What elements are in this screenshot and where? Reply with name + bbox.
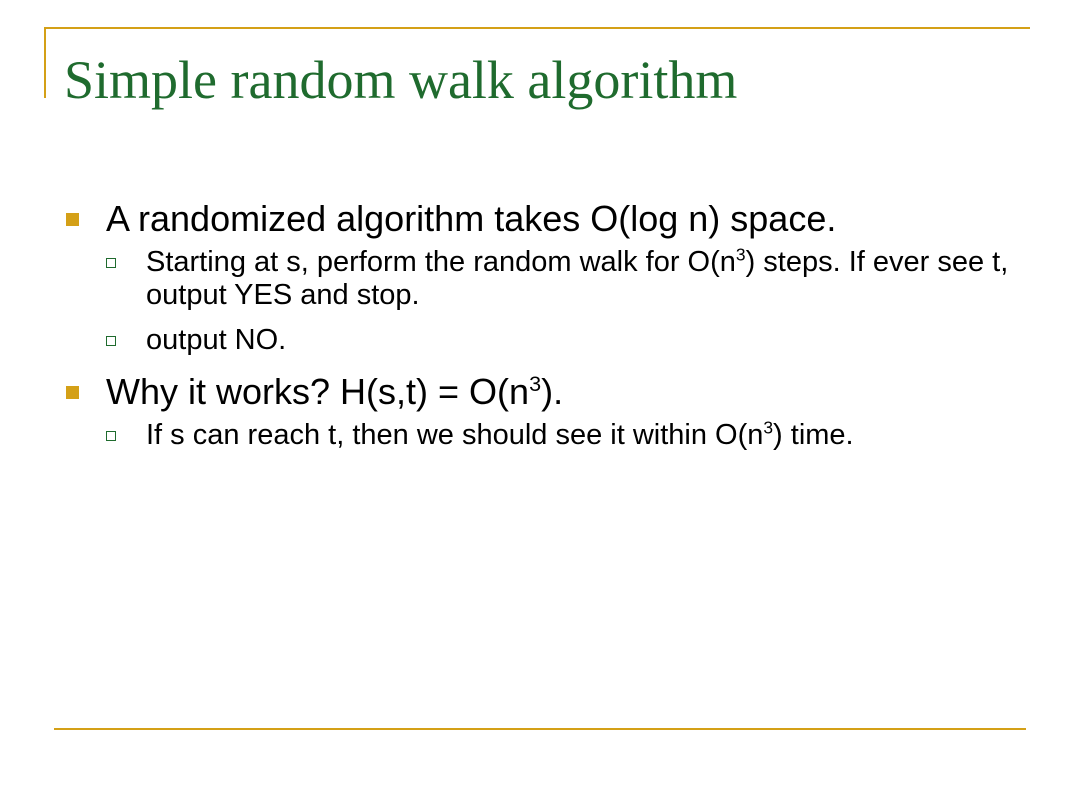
sub-bullet-list xyxy=(106,419,1034,452)
bullet-item-randomized-algorithm xyxy=(64,196,1034,357)
square-bullet-icon xyxy=(66,213,79,226)
sub-bullet-text-end: ) time. xyxy=(773,419,854,451)
left-border-line xyxy=(44,27,46,98)
bullet-item-why-it-works xyxy=(64,369,1034,452)
sub-bullet-list xyxy=(106,246,1034,357)
bullet-text: A randomized algorithm takes O(log n) space. xyxy=(106,198,837,239)
superscript: 3 xyxy=(763,417,774,438)
sub-bullet-item-reachability xyxy=(106,419,1034,452)
hollow-square-bullet-icon xyxy=(106,431,116,441)
sub-bullet-item-output-no xyxy=(106,324,1034,357)
hollow-square-bullet-icon xyxy=(106,258,116,268)
bullet-text-end: ). xyxy=(541,371,564,412)
sub-bullet-text-end: ) steps. If ever see t, output YES and stop. xyxy=(146,246,1009,311)
bullet-text: Why it works? H(s,t) = O(n xyxy=(106,371,530,412)
bullet-list xyxy=(64,196,1034,464)
hollow-square-bullet-icon xyxy=(106,336,116,346)
superscript: 3 xyxy=(529,371,542,396)
sub-bullet-item-random-walk xyxy=(106,246,1034,312)
top-border-line xyxy=(44,27,1030,29)
slide-title: Simple random walk algorithm xyxy=(64,50,738,110)
bottom-border-line xyxy=(54,728,1026,730)
sub-bullet-text: Starting at s, perform the random walk for O(n xyxy=(146,246,736,278)
sub-bullet-text: If s can reach t, then we should see it within O(n xyxy=(146,419,764,451)
superscript: 3 xyxy=(735,244,746,265)
square-bullet-icon xyxy=(66,386,79,399)
sub-bullet-text: output NO. xyxy=(146,324,287,356)
